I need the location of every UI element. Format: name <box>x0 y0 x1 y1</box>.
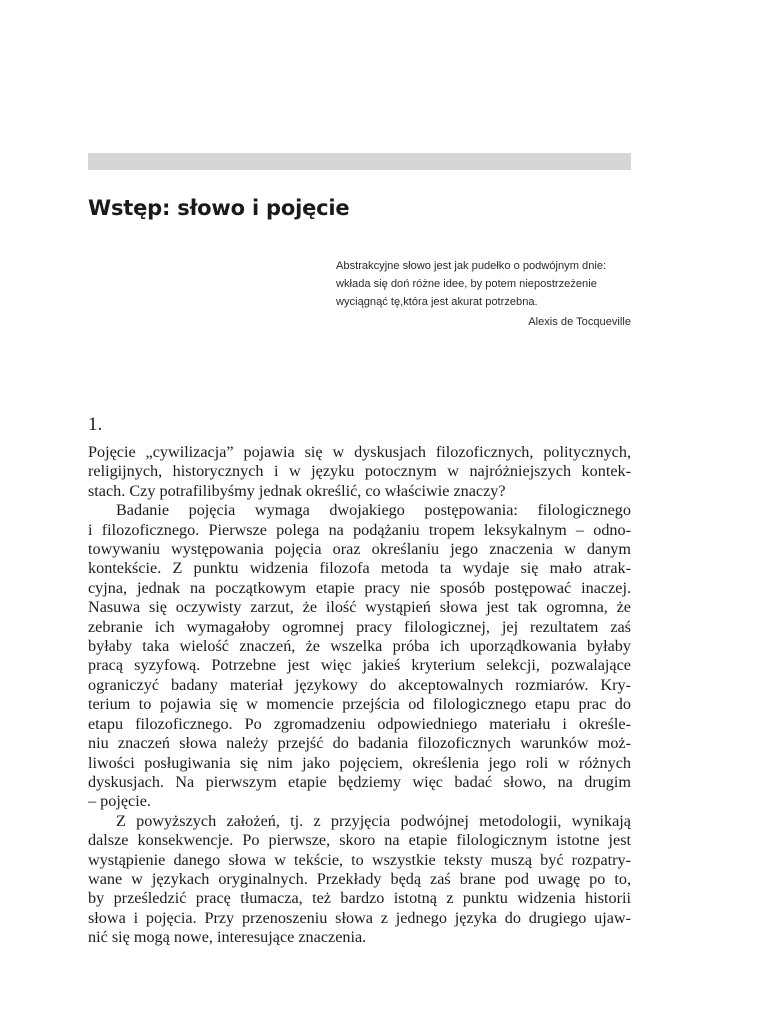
text-line: dyskusjach. Na pierwszym etapie będziemy więc badać słowo, na drugim <box>88 772 631 791</box>
text-line: nić się mogą nowe, interesujące znaczenia. <box>88 928 367 947</box>
chapter-title: Wstęp: słowo i pojęcie <box>88 196 350 220</box>
text-line: wane w językach oryginalnych. Przekłady będą zaś brane pod uwagę po to, <box>88 869 631 888</box>
epigraph-author: Alexis de Tocqueville <box>528 316 631 328</box>
text-line: ograniczyć badany materiał językowy do akceptowalnych rozmiarów. Kry- <box>88 675 631 694</box>
text-line: wystąpienie danego słowa w tekście, to wszystkie teksty muszą być rozpatry- <box>88 850 631 869</box>
text-line: stach. Czy potrafilibyśmy jednak określić, co właściwie znaczy? <box>88 481 506 500</box>
section-number: 1. <box>88 414 103 435</box>
text-line: religijnych, historycznych i w języku potocznym w najróżniejszych kontek- <box>88 462 631 481</box>
epigraph <box>336 257 631 331</box>
text-line: i filozoficznego. Pierwsze polega na podążaniu tropem leksykalnym – odno- <box>88 520 631 539</box>
text-line: Pojęcie „cywilizacja” pojawia się w dyskusjach filozoficznych, politycznych, <box>88 443 631 461</box>
epigraph-line: wyciągnąć tę,która jest akurat potrzebna. <box>336 296 538 308</box>
header-band <box>88 153 631 170</box>
text-line: niu znaczeń słowa należy przejść do badania filozoficznych warunków moż- <box>88 734 631 753</box>
text-line: etapu filozoficznego. Po zgromadzeniu odpowiedniego materiału i określe- <box>88 714 631 733</box>
text-line: byłaby taka wielość znaczeń, że wszelka próba ich uporządkowania byłaby <box>88 637 631 656</box>
text-line: liwości posługiwania się nim jako pojęciem, określenia jego roli w różnych <box>88 753 631 772</box>
text-line: Nasuwa się oczywisty zarzut, że ilość wystąpień słowa jest tak ogromna, że <box>88 598 631 617</box>
text-line: Z powyższych założeń, tj. z przyjęcia podwójnej metodologii, wynikają <box>116 811 631 830</box>
body-text <box>88 443 631 948</box>
text-line: pracą syzyfową. Potrzebne jest więc jakieś kryterium selekcji, pozwalające <box>88 656 631 675</box>
text-line: kontekście. Z punktu widzenia filozofa metoda ta wydaje się mało atrak- <box>88 559 631 578</box>
text-line: dalsze konsekwencje. Po pierwsze, skoro na etapie filologicznym istotne jest <box>88 831 631 850</box>
text-line: – pojęcie. <box>88 792 151 811</box>
epigraph-line: wkłada się doń różne idee, by potem niepostrzeżenie <box>336 278 597 290</box>
text-line: Badanie pojęcia wymaga dwojakiego postępowania: filologicznego <box>116 501 631 520</box>
text-line: by prześledzić pracę tłumacza, też bardzo istotną z punktu widzenia historii <box>88 889 631 908</box>
text-line: zebranie ich wymagałoby ogromnej pracy filologicznej, jej rezultatem zaś <box>88 617 631 636</box>
text-line: słowa i pojęcia. Przy przenoszeniu słowa z jednego języka do drugiego ujaw- <box>88 908 631 927</box>
text-line: cyjna, jednak na początkowym etapie pracy nie sposób postępować inaczej. <box>88 578 631 597</box>
text-line: terium to pojawia się w momencie przejścia od filologicznego etapu prac do <box>88 695 631 714</box>
text-line: towywaniu występowania pojęcia oraz określaniu jego znaczenia w danym <box>88 540 631 559</box>
epigraph-line: Abstrakcyjne słowo jest jak pudełko o podwójnym dnie: <box>336 260 607 272</box>
